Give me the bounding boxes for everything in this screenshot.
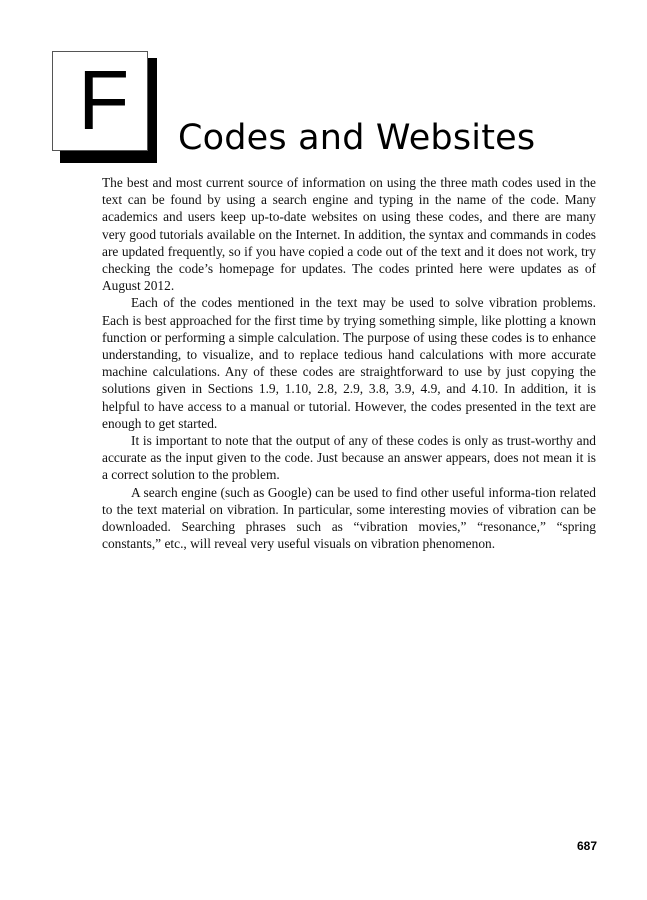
page-number: 687 bbox=[576, 839, 597, 853]
body-text bbox=[102, 174, 596, 552]
paragraph-2: Each of the codes mentioned in the text may be used to solve vibration problems. Each is best approached for the first time by trying something simple, like plotting a known function or performing a simple calculation. The purpose of using these codes is to enhance understanding, to visualize, and to replace tedious hand calculations with more accurate machine calculations. Any of these codes are straightforward to use by just copying the solutions given in Sections 1.9, 1.10, 2.8, 2.9, 3.8, 3.9, 4.9, and 4.10. In addition, it is helpful to have access to a manual or tutorial. However, the codes presented in the text are enough to get started. bbox=[102, 295, 596, 431]
paragraph-3: It is important to note that the output of any of these codes is only as trust-worthy and accurate as the input given to the code. Just because an answer appears, does not mean it is a correct solution to the problem. bbox=[102, 433, 596, 483]
paragraph-1: The best and most current source of information on using the three math codes used in the text can be found by using a search engine and typing in the name of the code. Many academics and users keep up-to-date websites on using these codes, and there are many very good tutorials available on the Internet. In addition, the syntax and commands in codes are updated frequently, so if you have copied a code out of the text and it does not work, try checking the code’s homepage for updates. The codes printed here were updates as of August 2012. bbox=[102, 175, 596, 294]
appendix-letter: F bbox=[78, 53, 130, 147]
chapter-title: Codes and Websites bbox=[178, 118, 536, 158]
paragraph-4: A search engine (such as Google) can be used to find other useful informa-tion related to the text material on vibration. In particular, some interesting movies of vibration can be downloaded. Searching phrases such as “vibration movies,” “resonance,” “spring constants,” etc., will reveal very useful visuals on vibration phenomenon. bbox=[102, 484, 596, 552]
